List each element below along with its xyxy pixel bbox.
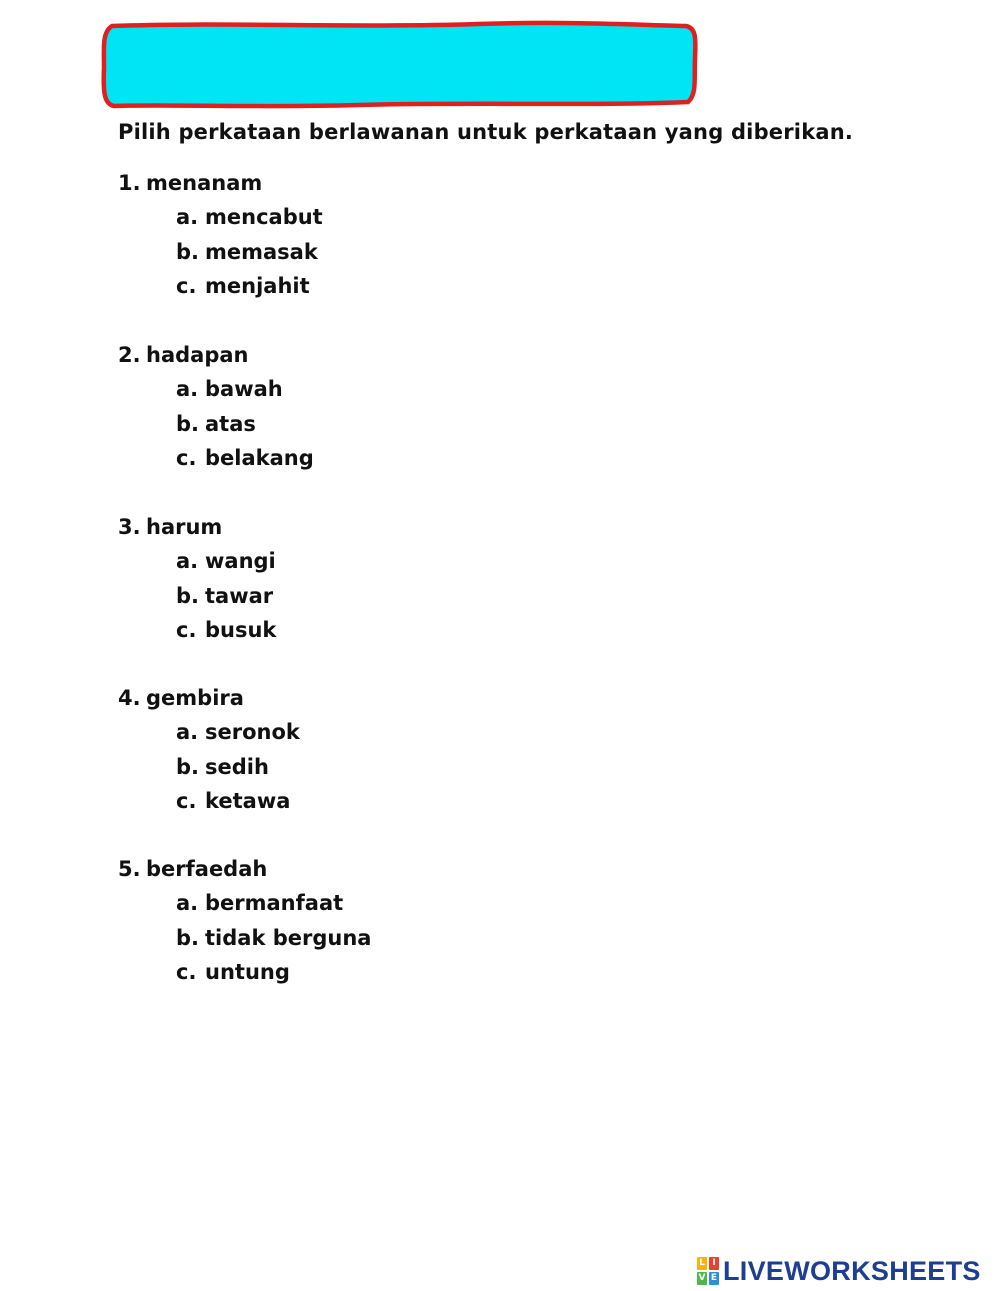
logo-block: I	[709, 1257, 719, 1270]
question-4	[118, 681, 718, 819]
option-b[interactable]	[118, 407, 718, 442]
option-letter: b.	[176, 925, 200, 950]
option-b[interactable]	[118, 921, 718, 956]
option-letter: c.	[176, 789, 197, 813]
liveworksheets-logo	[697, 1256, 981, 1286]
title-banner	[98, 18, 702, 112]
option-letter: b.	[176, 583, 200, 608]
option-letter: a.	[176, 891, 199, 915]
option-a[interactable]	[118, 715, 718, 750]
question-3	[118, 510, 718, 648]
option-text: mencabut	[205, 205, 323, 229]
question-1	[118, 166, 718, 304]
question-stem	[118, 852, 718, 886]
question-number: 2.	[118, 343, 141, 367]
option-text: tidak berguna	[205, 925, 372, 950]
option-text: belakang	[205, 446, 314, 470]
option-a[interactable]	[118, 544, 718, 579]
option-letter: b.	[176, 754, 200, 779]
logo-block: V	[698, 1273, 706, 1283]
option-b[interactable]	[118, 750, 718, 785]
option-letter: a.	[176, 549, 199, 573]
question-2	[118, 338, 718, 476]
option-c[interactable]	[118, 269, 718, 304]
option-text: memasak	[205, 239, 318, 264]
question-word: menanam	[146, 171, 263, 195]
question-word: harum	[146, 515, 223, 539]
option-letter: c.	[176, 960, 197, 984]
option-b[interactable]	[118, 235, 718, 270]
option-text: seronok	[205, 720, 300, 744]
question-stem	[118, 338, 718, 372]
question-stem	[118, 166, 718, 200]
logo-blocks-icon	[697, 1257, 719, 1285]
question-word: hadapan	[146, 343, 249, 367]
question-stem	[118, 681, 718, 715]
question-word: berfaedah	[146, 857, 268, 881]
option-text: bawah	[205, 377, 283, 401]
option-text: menjahit	[205, 274, 310, 298]
logo-block: L	[697, 1257, 707, 1270]
option-text: atas	[205, 411, 256, 436]
logo-block: E	[710, 1273, 718, 1283]
option-text: tawar	[205, 583, 274, 608]
option-letter: c.	[176, 618, 197, 642]
instruction-text: Pilih perkataan berlawanan untuk perkataan yang diberikan.	[118, 120, 854, 144]
option-text: ketawa	[205, 789, 291, 813]
option-a[interactable]	[118, 372, 718, 407]
brand-name: LIVEWORKSHEETS	[723, 1256, 981, 1286]
option-c[interactable]	[118, 784, 718, 819]
question-stem	[118, 510, 718, 544]
option-b[interactable]	[118, 579, 718, 614]
question-number: 3.	[118, 515, 141, 539]
question-number: 4.	[118, 686, 141, 710]
option-letter: b.	[176, 411, 200, 436]
option-letter: a.	[176, 205, 199, 229]
question-5	[118, 852, 718, 990]
option-text: wangi	[205, 549, 276, 573]
option-text: untung	[205, 960, 290, 984]
question-word: gembira	[146, 686, 244, 710]
option-a[interactable]	[118, 200, 718, 235]
option-letter: c.	[176, 274, 197, 298]
option-c[interactable]	[118, 955, 718, 990]
question-number: 5.	[118, 857, 141, 881]
option-letter: a.	[176, 377, 199, 401]
option-text: sedih	[205, 754, 269, 779]
option-letter: c.	[176, 446, 197, 470]
title-banner-shape	[104, 23, 696, 106]
question-number: 1.	[118, 171, 141, 195]
option-letter: a.	[176, 720, 199, 744]
option-letter: b.	[176, 239, 200, 264]
option-text: bermanfaat	[205, 891, 344, 915]
option-c[interactable]	[118, 441, 718, 476]
option-text: busuk	[205, 618, 277, 642]
option-a[interactable]	[118, 886, 718, 921]
option-c[interactable]	[118, 613, 718, 648]
